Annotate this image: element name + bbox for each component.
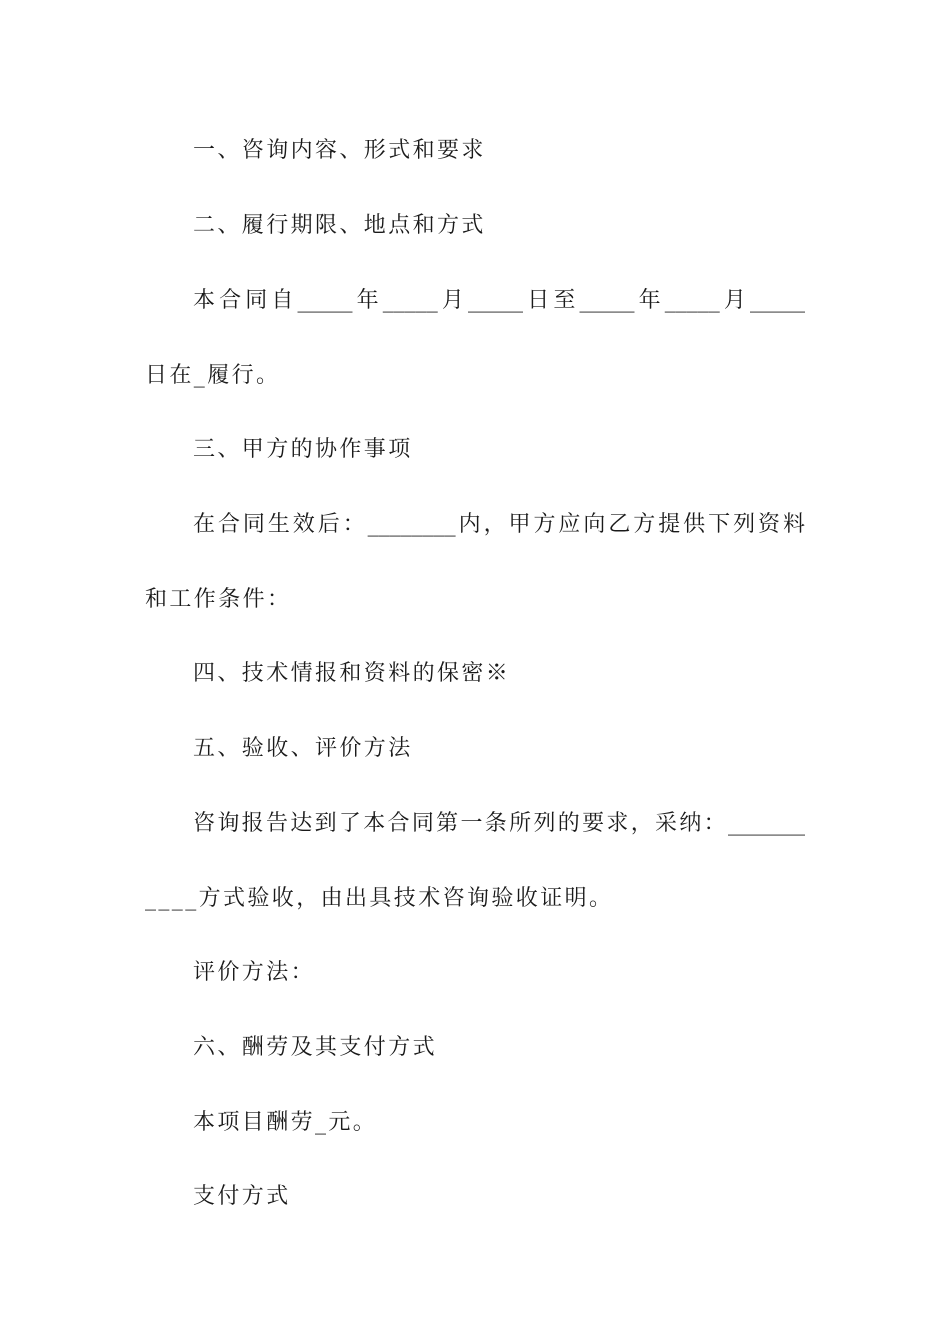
paragraph-payment-method: 支付方式	[193, 1184, 291, 1209]
paragraph-term-line-1: 本合同自_____年_____月_____日至_____年_____月_____	[193, 288, 805, 313]
paragraph-acceptance-line-2: ____方式验收，由出具技术咨询验收证明。	[145, 886, 614, 911]
section-heading-3: 三、甲方的协作事项	[193, 437, 413, 462]
paragraph-acceptance-line-1: 咨询报告达到了本合同第一条所列的要求，采纳：_______	[193, 811, 805, 836]
paragraph-cooperation-line-1: 在合同生效后：________内，甲方应向乙方提供下列资料	[193, 512, 805, 537]
section-heading-2: 二、履行期限、地点和方式	[193, 213, 486, 238]
section-heading-4: 四、技术情报和资料的保密※	[193, 661, 511, 686]
paragraph-cooperation-line-2: 和工作条件：	[145, 587, 292, 612]
section-heading-5: 五、验收、评价方法	[193, 736, 413, 761]
section-heading-6: 六、酬劳及其支付方式	[193, 1035, 438, 1060]
paragraph-evaluation: 评价方法：	[193, 960, 316, 985]
section-heading-1: 一、咨询内容、形式和要求	[193, 138, 486, 163]
paragraph-remuneration: 本项目酬劳_元。	[193, 1110, 378, 1135]
paragraph-term-line-2: 日在_履行。	[145, 363, 281, 388]
